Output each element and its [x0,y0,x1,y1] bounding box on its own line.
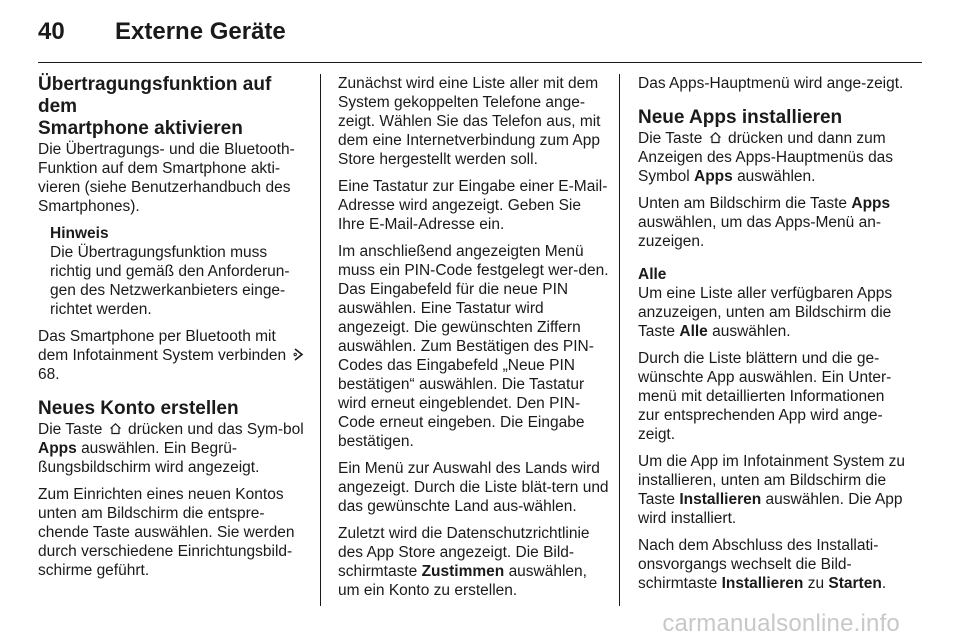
ui-term: Installieren [721,575,804,592]
paragraph-text: Um die App im Infotainment System zu installieren, unten am Bildschirm die Taste [638,453,906,508]
ui-term: Apps [851,195,891,212]
paragraph-text: Die Taste [638,130,703,147]
column-3 [638,74,910,601]
header-rule [38,62,922,63]
paragraph [638,129,910,186]
paragraph [638,536,910,593]
paragraph: Das Apps-Hauptmenü wird ange-zeigt. [638,75,904,92]
paragraph-text: Unten am Bildschirm die Taste [638,195,848,212]
paragraph [338,524,610,600]
paragraph: Die Übertragungs- und die Bluetooth-Funktion auf dem Smartphone akti-vieren (siehe Benutzerhandbuch des Smartphones). [38,141,295,215]
column-2 [338,74,610,608]
paragraph-text: Die Taste [38,421,103,438]
ui-term: Apps [694,168,733,185]
ui-term: Apps [38,440,77,457]
watermark: carmanualsonline.info [662,610,900,637]
home-icon [707,130,728,147]
note-title: Hinweis [50,225,109,242]
column-divider [320,74,321,606]
note-box [50,224,310,319]
chapter-title: Externe Geräte [115,18,286,45]
paragraph-text: auswählen. Ein Begrü-ßungsbildschirm wird angezeigt. [38,440,260,476]
paragraph-text: . [881,575,887,592]
paragraph-text: drücken und dann zum Anzeigen des Apps-Hauptmenüs das Symbol [638,130,894,185]
heading-line: Übertragungsfunktion auf dem [38,74,272,117]
paragraph-text: auswählen, um ein Konto zu erstellen. [338,563,587,599]
paragraph: Ein Menü zur Auswahl des Lands wird angezeigt. Durch die Liste blät-tern und das gewünschte Land aus-wählen. [338,460,609,515]
paragraph-text: Nach dem Abschluss des Installati-onsvorgangs wechselt die Bild-schirmtaste [638,537,879,592]
paragraph-text: Um eine Liste aller verfügbaren Apps anzuzeigen, unten am Bildschirm die Taste [638,285,893,340]
paragraph: Eine Tastatur zur Eingabe einer E-Mail-Adresse wird angezeigt. Geben Sie Ihre E-Mail-Adresse ein. [338,178,608,233]
ui-term: Zustimmen [421,563,505,580]
paragraph [638,284,910,341]
paragraph [638,194,910,251]
column-1 [38,74,310,588]
section-heading: Neues Konto erstellen [38,398,239,419]
paragraph-text: auswählen. [737,168,816,185]
reference-arrow-icon [290,347,307,364]
paragraph: Zum Einrichten eines neuen Kontos unten am Bildschirm die entspre-chende Taste auswählen. Sie werden durch verschiedene Einrichtungsbild-schirme geführt. [38,486,295,579]
section-heading: Neue Apps installieren [638,107,843,128]
ui-term: Installieren [679,491,762,508]
column-divider [619,74,620,606]
heading-line: Smartphone aktivieren [38,118,243,139]
page-reference: 68. [38,366,60,383]
page-header [38,18,922,58]
note-text: Die Übertragungsfunktion muss richtig und gemäß den Anforderun-gen des Netzwerkanbieters einge-richtet werden. [50,244,290,318]
section-heading [38,74,310,140]
subsection-heading: Alle [638,266,667,283]
paragraph-text: auswählen, um das Apps-Menü an-zuzeigen. [638,214,881,250]
paragraph: Im anschließend angezeigten Menü muss ein PIN-Code festgelegt wer-den. Das Eingabefeld für die neue PIN auswählen. Eine Tastatur wird angezeigt. Die gewünschten Ziffern auswählen. Zum Bestätigen des PIN-Codes das Eingabefeld „Neue PIN bestätigen“ auswählen. Die Tastatur wird erneut eingeblendet. Den PIN-Code erneut eingeben. Die Eingabe bestätigen. [338,243,609,450]
paragraph-text: Zuletzt wird die Datenschutzrichtlinie des App Store angezeigt. Die Bild-schirmtaste [338,525,590,580]
home-icon [107,421,128,438]
paragraph-text: auswählen. Die App wird installiert. [638,491,903,527]
paragraph-text: auswählen. [712,323,791,340]
ui-term: Alle [679,323,708,340]
page-number: 40 [38,18,65,45]
ui-term: Starten [828,575,882,592]
paragraph [38,420,310,477]
paragraph: Zunächst wird eine Liste aller mit dem System gekoppelten Telefone ange-zeigt. Wählen Sie das Telefon aus, mit dem eine Internetverbindung zum App Store hergestellt werden soll. [338,75,601,168]
paragraph-text: Das Smartphone per Bluetooth mit dem Infotainment System verbinden [38,328,287,364]
paragraph [38,327,310,384]
paragraph-text: drücken und das Sym-bol [127,421,304,438]
paragraph-text: zu [807,575,825,592]
paragraph [638,452,910,528]
paragraph: Durch die Liste blättern und die ge-wünschte App auswählen. Ein Unter-menü mit detaillierten Informationen zur entsprechenden App wird ange-zeigt. [638,350,892,443]
